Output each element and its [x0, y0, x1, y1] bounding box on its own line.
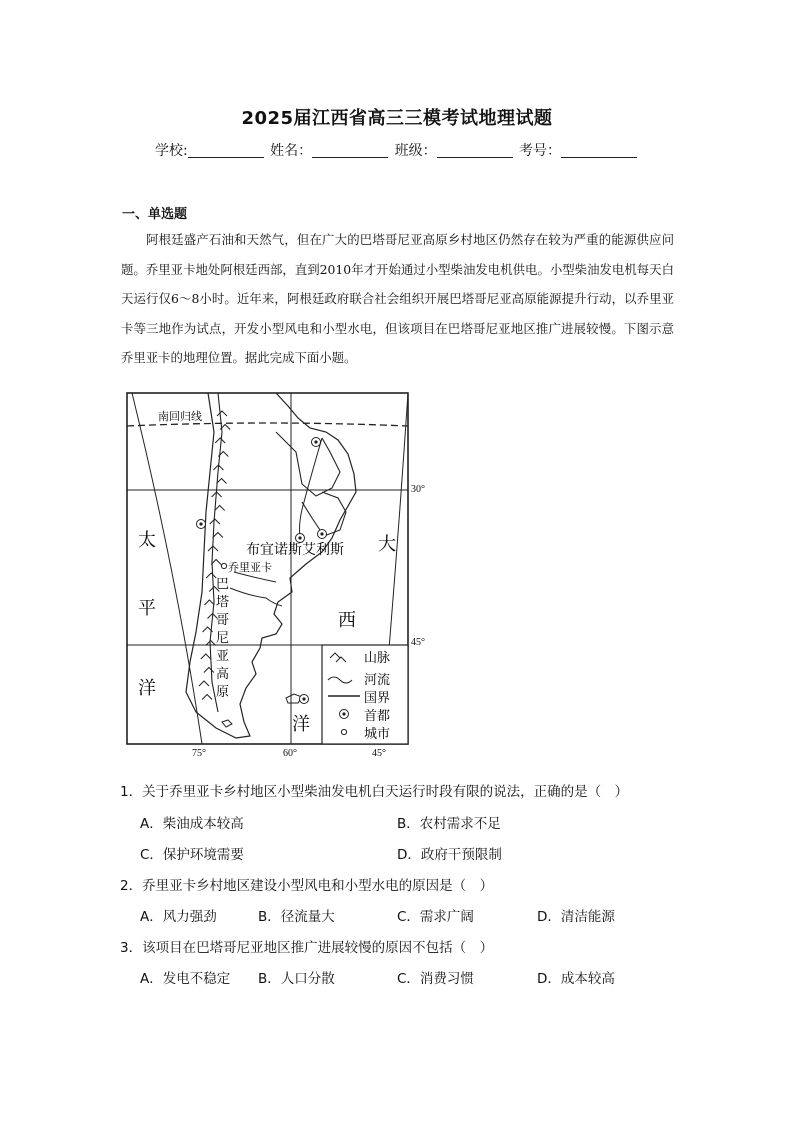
q2-option-d[interactable]: D．清洁能源: [537, 909, 615, 925]
legend-city-label: 城市: [364, 727, 391, 742]
patagonia-char: 尼: [216, 631, 230, 646]
name-label: 姓名：: [270, 143, 313, 159]
number-blank: [561, 143, 637, 158]
name-blank: [312, 143, 388, 158]
patagonia-char: 巴: [216, 577, 230, 592]
pacific-char: 洋: [138, 678, 156, 699]
capital-paraguay: [312, 438, 321, 447]
lon-60-label: 60°: [283, 748, 297, 759]
q3-option-d[interactable]: D．成本较高: [537, 971, 615, 987]
legend-border-label: 国界: [364, 691, 391, 706]
q2-option-a[interactable]: A．风力强劲: [140, 909, 217, 925]
school-blank: [188, 143, 264, 158]
reading-passage: 阿根廷盛产石油和天然气，但在广大的巴塔哥尼亚高原乡村地区仍然存在较为严重的能源供应问题。乔里亚卡地处阿根廷西部，直到2010年才开始通过小型柴油发电机供电。小型柴油发电机每天白天运行仅6～8小时。近年来，阿根廷政府联合社会组织开展巴塔哥尼亚高原能源提升行动，以乔里亚卡等三地作为试点，开发小型风电和小型水电，但该项目在巴塔哥尼亚地区推广进展较慢。下图示意乔里亚卡的地理位置。据此完成下面小题。: [121, 232, 674, 366]
atlantic-char: 洋: [292, 714, 310, 735]
patagonia-char: 哥: [216, 613, 230, 628]
legend-capital-label: 首都: [364, 709, 391, 724]
school-label: 学校:: [154, 143, 188, 159]
pacific-char: 太: [138, 530, 156, 551]
chorriaca-label: 乔里亚卡: [228, 561, 272, 574]
tropic-label: 南回归线: [158, 410, 202, 423]
capital-uruguay: [318, 530, 327, 539]
legend-river-label: 河流: [364, 673, 391, 688]
patagonia-char: 亚: [216, 649, 230, 664]
buenos-aires-label: 布宜诺斯艾利斯: [246, 542, 344, 558]
q1-option-a[interactable]: A．柴油成本较高: [140, 816, 244, 832]
legend-mountain-label: 山脉: [364, 651, 391, 666]
lon-75-label: 75°: [192, 748, 206, 759]
patagonia-char: 塔: [216, 595, 230, 610]
question-1-stem: 1．关于乔里亚卡乡村地区小型柴油发电机白天运行时段有限的说法，正确的是（ ）: [120, 784, 629, 800]
question-2-stem: 2．乔里亚卡乡村地区建设小型风电和小型水电的原因是（ ）: [120, 878, 494, 894]
map-legend: [322, 645, 408, 744]
patagonia-char: 高: [216, 667, 230, 682]
atlantic-char: 西: [338, 610, 356, 631]
patagonia-char: 原: [216, 685, 230, 700]
section-title: 一、单选题: [122, 207, 188, 222]
q1-option-c[interactable]: C．保护环境需要: [140, 847, 244, 863]
page-title: 2025届江西省高三三模考试地理试题: [241, 108, 553, 129]
legend-city-symbol: [341, 729, 346, 734]
pacific-char: 平: [138, 598, 156, 619]
city-chorriaca: [221, 563, 226, 568]
class-blank: [437, 143, 513, 158]
q1-option-d[interactable]: D．政府干预限制: [397, 847, 502, 863]
q2-option-b[interactable]: B．径流量大: [258, 909, 335, 925]
number-label: 考号：: [519, 143, 562, 159]
capital-santiago: [197, 520, 206, 529]
atlantic-char: 大: [378, 534, 396, 555]
q3-option-a[interactable]: A．发电不稳定: [140, 971, 231, 987]
q3-option-c[interactable]: C．消费习惯: [397, 971, 474, 987]
student-info-line: [0, 140, 794, 160]
location-map: [126, 392, 410, 756]
q2-option-c[interactable]: C．需求广阔: [397, 909, 474, 925]
lon-45-label: 45°: [372, 748, 386, 759]
class-label: 班级：: [394, 143, 437, 159]
patagonia-label: [216, 577, 229, 700]
capital-stanley: [300, 695, 309, 704]
lat-30-label: 30°: [411, 484, 425, 495]
q1-option-b[interactable]: B．农村需求不足: [397, 816, 501, 832]
lat-45-label: 45°: [411, 637, 425, 648]
question-3-stem: 3．该项目在巴塔哥尼亚地区推广进展较慢的原因不包括（ ）: [120, 940, 494, 956]
q3-option-b[interactable]: B．人口分散: [258, 971, 335, 987]
